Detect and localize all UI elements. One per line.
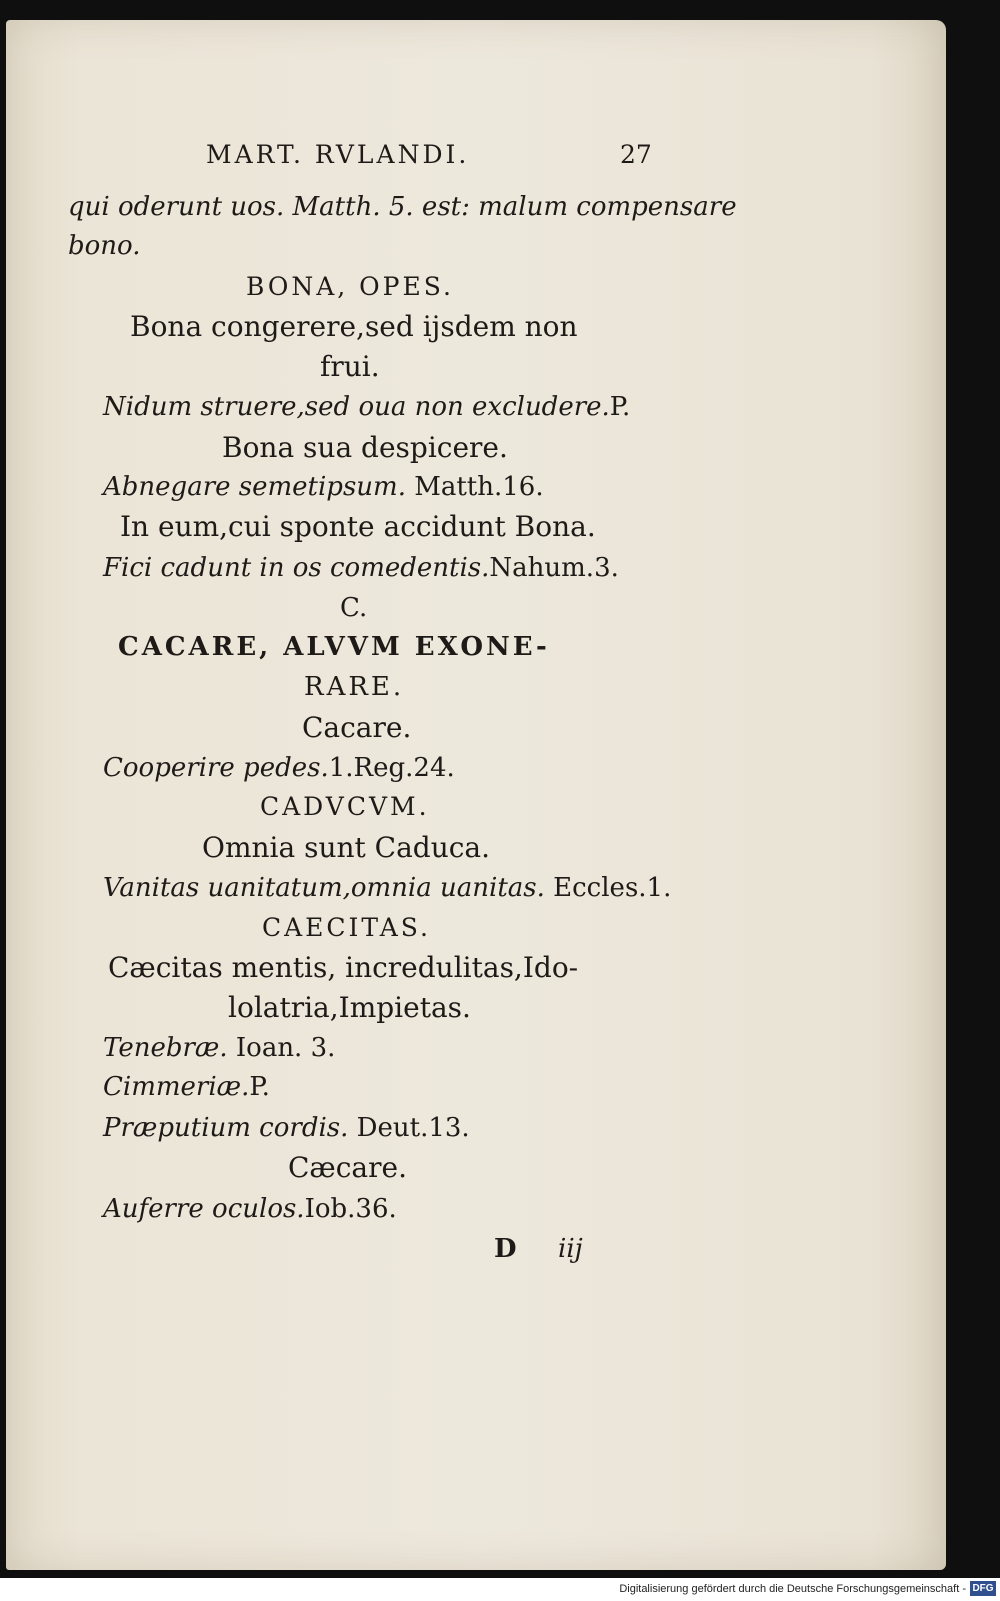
text-line: Bona sua despicere. xyxy=(222,431,508,464)
running-head: MART. RVLANDI. xyxy=(206,140,470,169)
text-line: qui oderunt uos. Matth. 5. est: malum compensare xyxy=(68,192,737,222)
section-heading: BONA, OPES. xyxy=(246,272,454,301)
section-letter: C. xyxy=(340,593,368,623)
section-heading: CADVCVM. xyxy=(260,792,430,821)
text-line: Fici cadunt in os comedentis.Nahum.3. xyxy=(103,553,619,583)
signature-letter: D xyxy=(494,1234,517,1264)
text-line: Nidum struere,sed oua non excludere.P. xyxy=(103,392,631,422)
signature-number: iij xyxy=(558,1234,583,1264)
text-line: bono. xyxy=(68,231,141,261)
text-line: Omnia sunt Caduca. xyxy=(202,831,491,864)
text-line: In eum,cui sponte accidunt Bona. xyxy=(120,510,596,543)
section-heading: CAECITAS. xyxy=(262,913,431,942)
book-page xyxy=(6,20,946,1570)
text-line: Vanitas uanitatum,omnia uanitas. Eccles.1. xyxy=(103,873,672,903)
page-number: 27 xyxy=(620,140,652,169)
text-line: Cacare. xyxy=(302,711,412,744)
text-line: frui. xyxy=(320,350,380,383)
text-line: lolatria,Impietas. xyxy=(228,991,471,1024)
text-line: Præputium cordis. Deut.13. xyxy=(103,1113,470,1143)
text-line: Abnegare semetipsum. Matth.16. xyxy=(103,472,544,502)
text-line: Cooperire pedes.1.Reg.24. xyxy=(103,753,455,783)
funding-credit: Digitalisierung gefördert durch die Deutsche Forschungsgemeinschaft - xyxy=(619,1583,966,1595)
section-heading: CACARE, ALVVM EXONE- xyxy=(118,632,550,662)
text-line: Cæcitas mentis, incredulitas,Ido- xyxy=(108,951,579,984)
section-heading: RARE. xyxy=(304,672,405,702)
dfg-logo: DFG xyxy=(970,1581,996,1596)
text-line: Cimmeriæ.P. xyxy=(103,1072,270,1102)
text-line: Tenebræ. Ioan. 3. xyxy=(103,1033,336,1063)
text-line: Bona congerere,sed ijsdem non xyxy=(130,310,578,343)
text-line: Auferre oculos.Iob.36. xyxy=(103,1194,397,1224)
text-line: Cæcare. xyxy=(288,1151,407,1184)
